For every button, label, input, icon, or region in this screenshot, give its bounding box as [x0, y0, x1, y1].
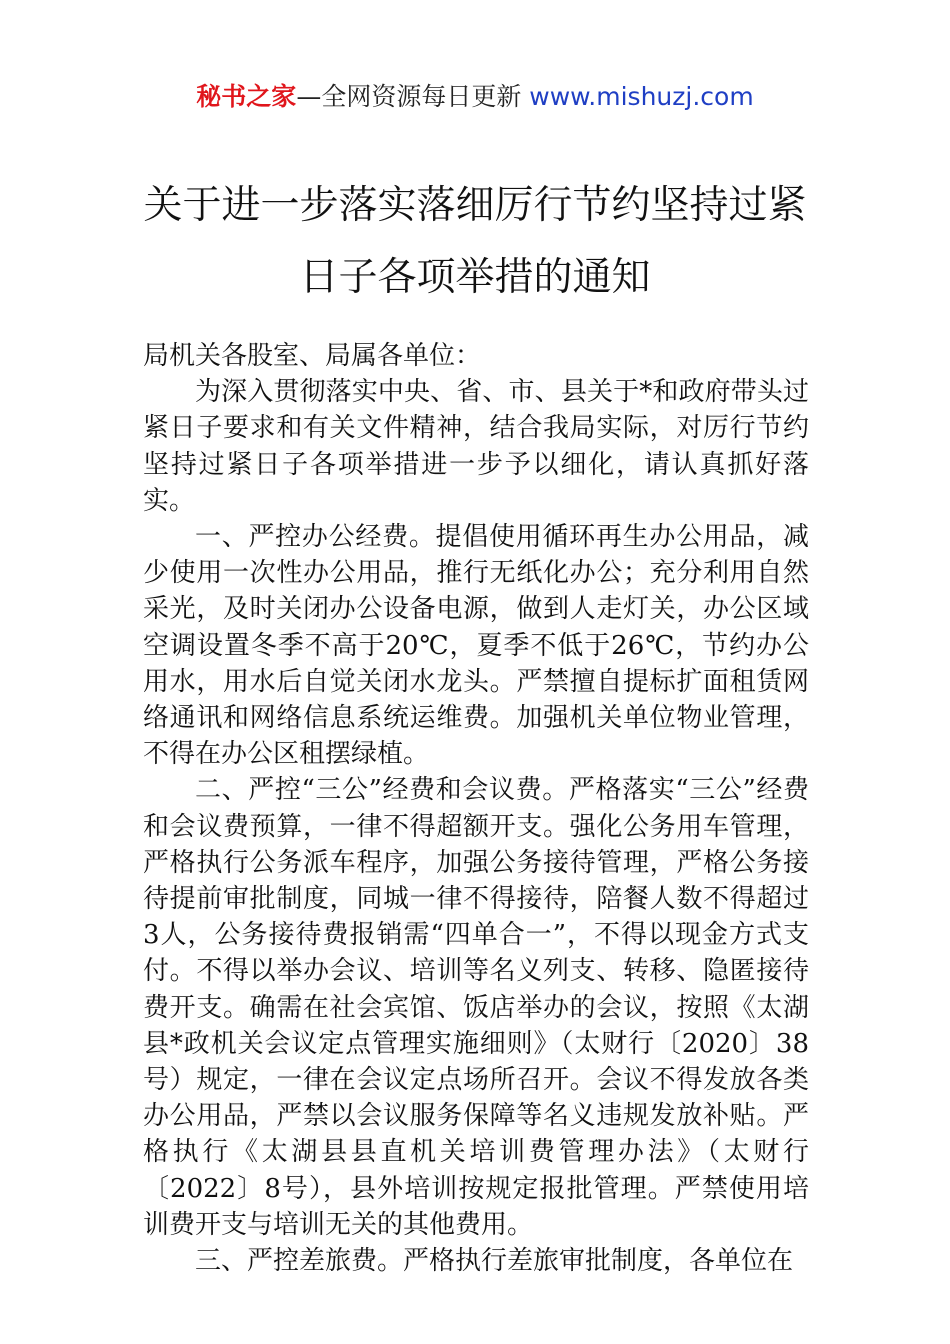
paragraph-office-expenses: 一、严控办公经费。提倡使用循环再生办公用品，减少使用一次性办公用品，推行无纸化办公；充分利用自然采光，及时关闭办公设备电源，做到人走灯关，办公区域空调设置冬季不高于20℃，夏季不低于26℃，节约办公用水，用水后自觉关闭水龙头。严禁擅自提标扩面租赁网络通讯和网络信息系统运维费。加强机关单位物业管理，不得在办公区租摆绿植。 — [143, 522, 809, 770]
brand-name: 秘书之家 — [196, 82, 297, 111]
header-banner — [0, 80, 950, 114]
document-title: 关于进一步落实落细厉行节约坚持过紧日子各项举措的通知 — [143, 183, 807, 300]
site-link[interactable]: www.mishuzj.com — [529, 82, 754, 111]
paragraph-travel-expenses: 三、严控差旅费。严格执行差旅审批制度，各单位在 — [195, 1246, 794, 1277]
tagline: —全网资源每日更新 — [296, 82, 530, 111]
document-body — [143, 338, 809, 1279]
salutation: 局机关各股室、局属各单位： — [143, 341, 482, 371]
paragraph-three-public-expenses: 二、严控“三公”经费和会议费。严格落实“三公”经费和会议费预算，一律不得超额开支。强化公务用车管理，严格执行公务派车程序，加强公务接待管理，严格公务接待提前审批制度，同城一律不得接待，陪餐人数不得超过3人，公务接待费报销需“四单合一”，不得以现金方式支付。不得以举办会议、培训等名义列支、转移、隐匿接待费开支。确需在社会宾馆、饭店举办的会议，按照《太湖县*政机关会议定点管理实施细则》（太财行〔2020〕38号）规定，一律在会议定点场所召开。会议不得发放各类办公用品，严禁以会议服务保障等名义违规发放补贴。严格执行《太湖县县直机关培训费管理办法》（太财行〔2022〕8号），县外培训按规定报批管理。严禁使用培训费开支与培训无关的其他费用。 — [143, 775, 809, 1240]
paragraph-intro: 为深入贯彻落实中央、省、市、县关于*和政府带头过紧日子要求和有关文件精神，结合我局实际，对厉行节约坚持过紧日子各项举措进一步予以细化，请认真抓好落实。 — [143, 377, 809, 516]
